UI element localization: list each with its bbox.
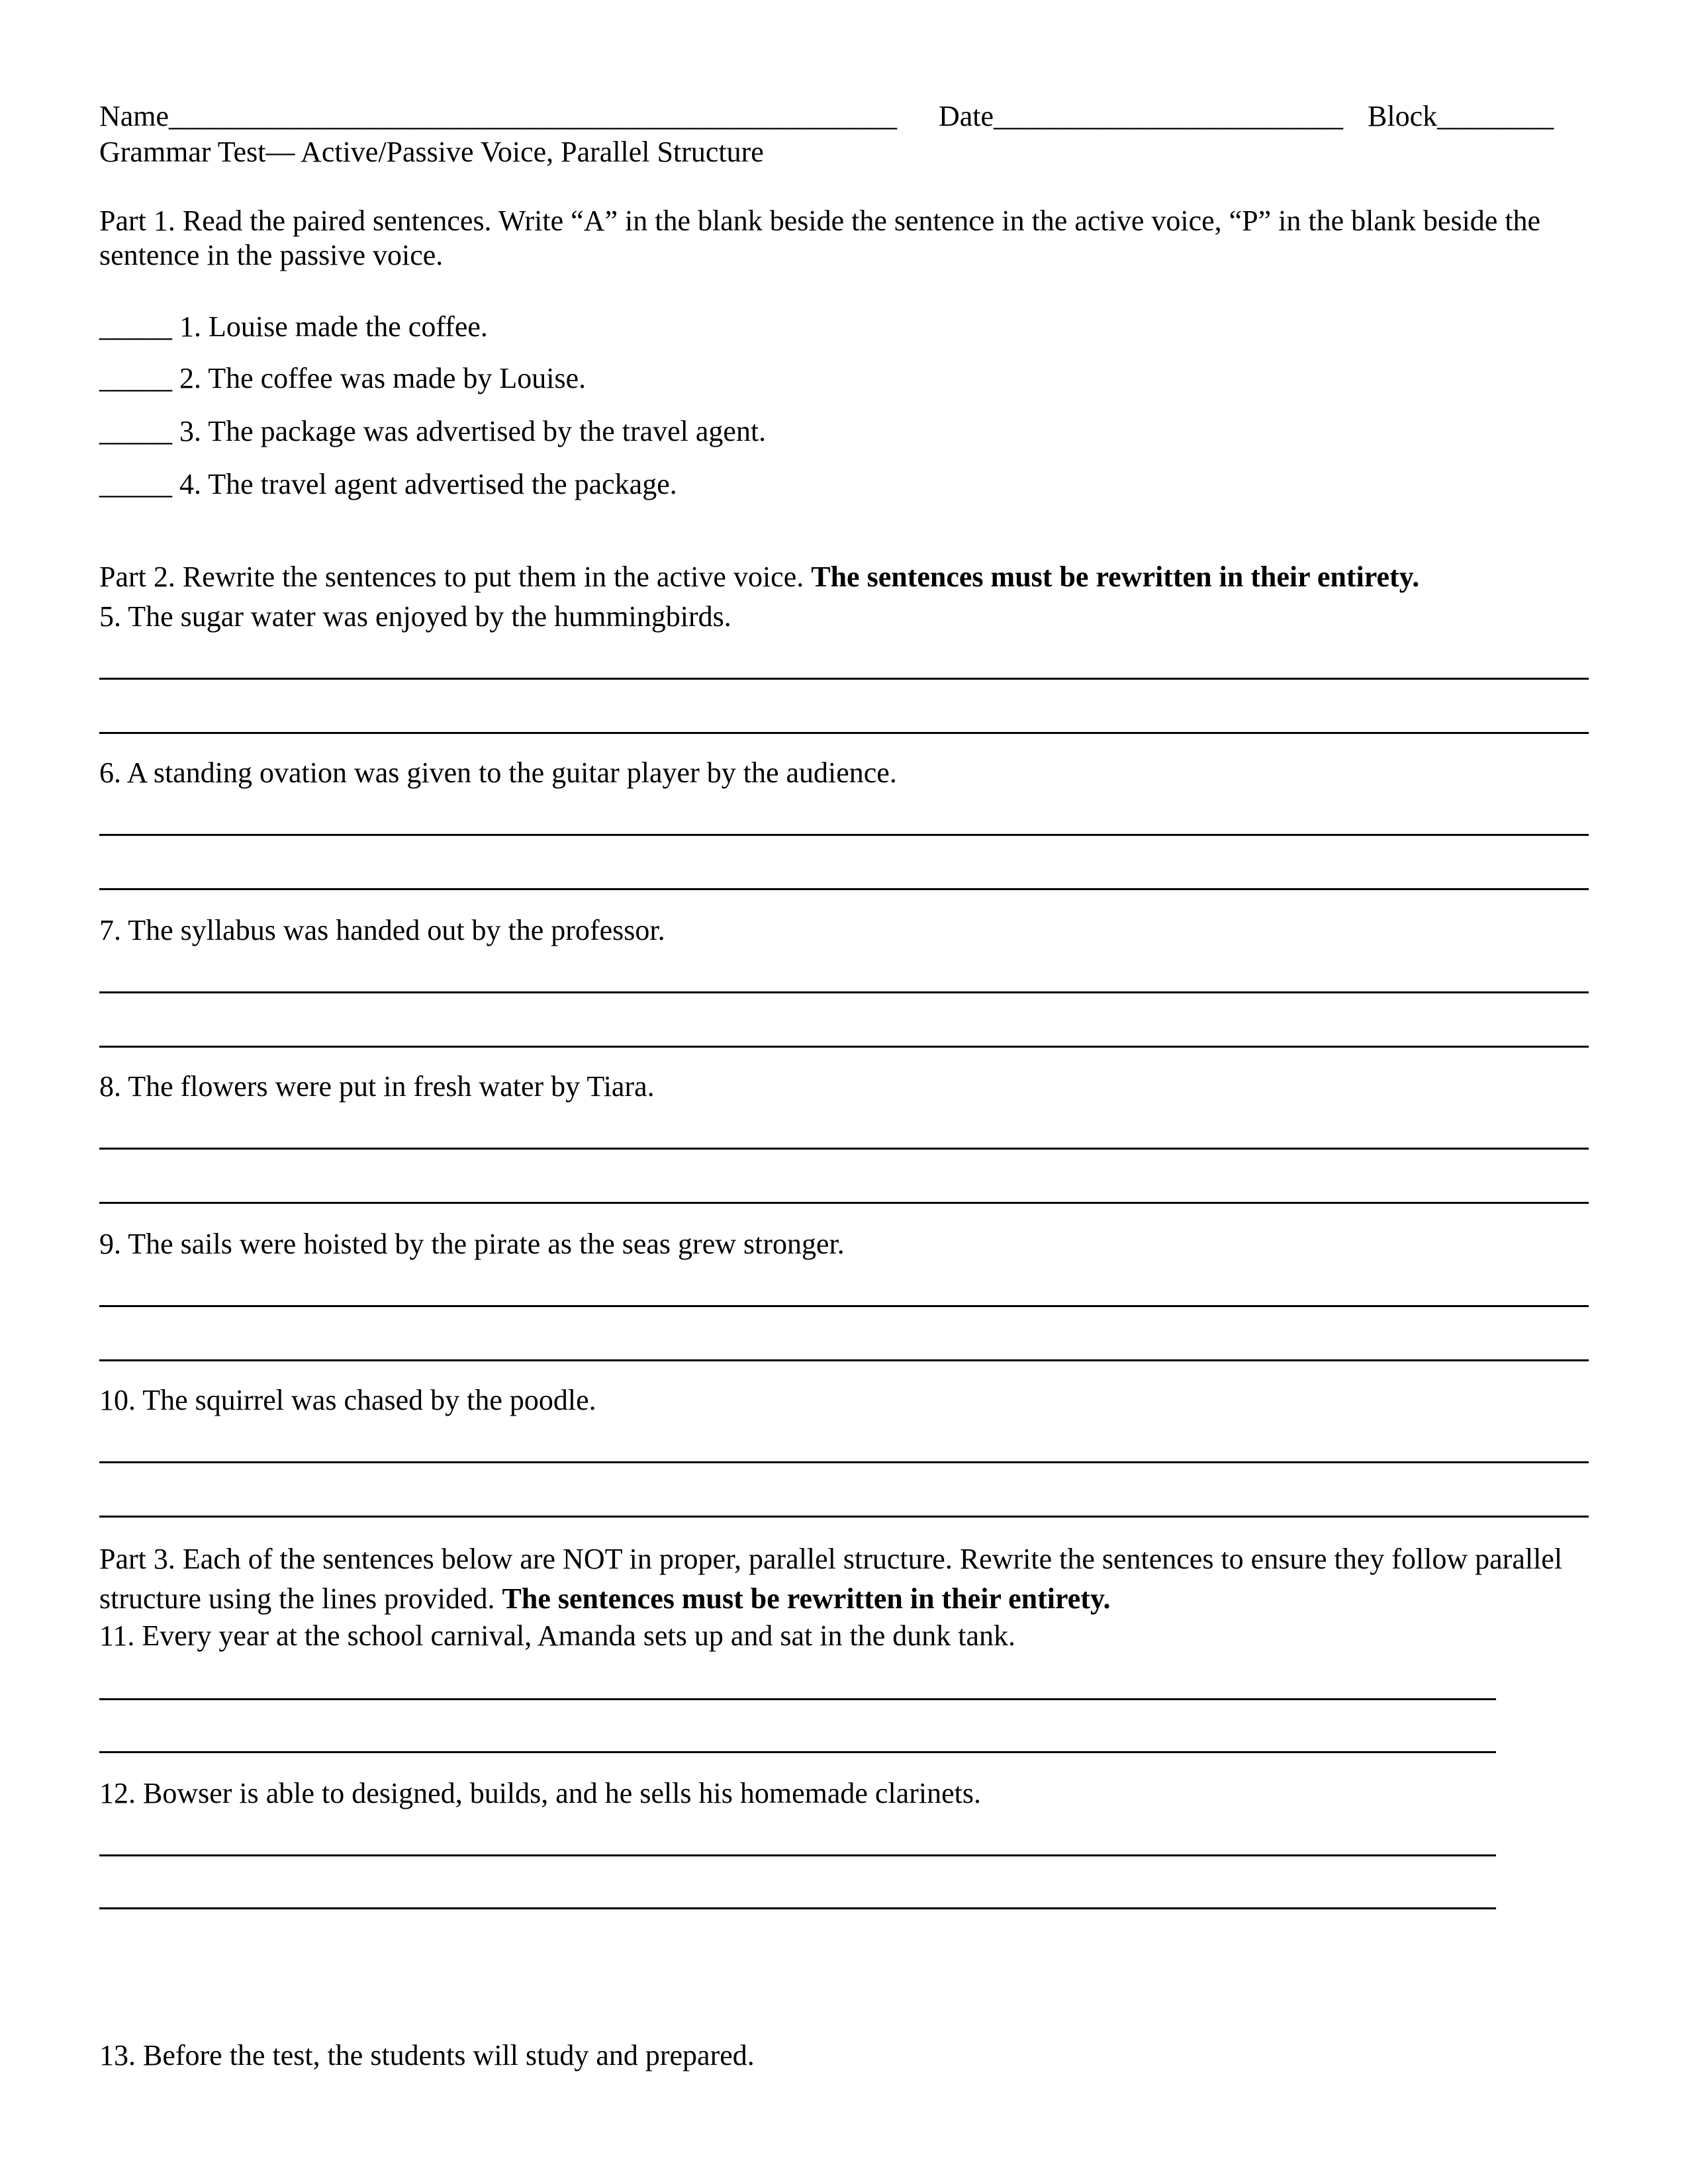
part2-instructions-text: Part 2. Rewrite the sentences to put them in the active voice.	[99, 561, 804, 593]
answer-line[interactable]	[99, 1907, 1496, 1909]
answer-line[interactable]	[99, 1854, 1496, 1856]
answer-line[interactable]	[99, 1751, 1496, 1753]
answer-line[interactable]	[99, 1461, 1589, 1463]
part2-item-5: 5. The sugar water was enjoyed by the hummingbirds.	[99, 600, 731, 633]
part3-bold-note: The sentences must be rewritten in their entirety.	[502, 1582, 1111, 1615]
part1-instructions: Part 1. Read the paired sentences. Write “A” in the blank beside the sentence in the active voice, “P” in the blank beside the sentence in the passive voice.	[99, 205, 1541, 271]
answer-line[interactable]	[99, 1698, 1496, 1700]
name-field[interactable]: Name__________________________________________________	[99, 100, 898, 132]
block-field[interactable]: Block________	[1368, 100, 1554, 132]
answer-line[interactable]	[99, 888, 1589, 890]
answer-line[interactable]	[99, 1202, 1589, 1204]
part1-item-2[interactable]: _____ 2. The coffee was made by Louise.	[99, 362, 586, 394]
part2-item-7: 7. The syllabus was handed out by the professor.	[99, 914, 665, 946]
answer-line[interactable]	[99, 1305, 1589, 1307]
answer-line[interactable]	[99, 1148, 1589, 1150]
test-title: Grammar Test— Active/Passive Voice, Parallel Structure	[99, 136, 764, 168]
part1-item-3[interactable]: _____ 3. The package was advertised by the travel agent.	[99, 415, 767, 447]
part1-item-1[interactable]: _____ 1. Louise made the coffee.	[99, 310, 488, 343]
part2-item-10: 10. The squirrel was chased by the poodle.	[99, 1384, 596, 1416]
part3-instructions	[99, 1539, 1589, 1619]
part3-item-13: 13. Before the test, the students will study and prepared.	[99, 2039, 755, 2071]
date-field[interactable]: Date________________________	[939, 100, 1344, 132]
part2-item-8: 8. The flowers were put in fresh water by Tiara.	[99, 1070, 655, 1103]
part3-item-12: 12. Bowser is able to designed, builds, and he sells his homemade clarinets.	[99, 1777, 981, 1809]
part2-instructions	[99, 560, 1419, 594]
part2-item-9: 9. The sails were hoisted by the pirate as the seas grew stronger.	[99, 1228, 845, 1260]
part1-item-4[interactable]: _____ 4. The travel agent advertised the package.	[99, 468, 677, 500]
answer-line[interactable]	[99, 732, 1589, 734]
part2-bold-note: The sentences must be rewritten in their entirety.	[811, 561, 1420, 593]
answer-line[interactable]	[99, 1516, 1589, 1518]
answer-line[interactable]	[99, 834, 1589, 836]
answer-line[interactable]	[99, 1359, 1589, 1361]
part2-item-6: 6. A standing ovation was given to the guitar player by the audience.	[99, 756, 897, 789]
answer-line[interactable]	[99, 991, 1589, 993]
answer-line[interactable]	[99, 1046, 1589, 1048]
answer-line[interactable]	[99, 678, 1589, 680]
part3-item-11: 11. Every year at the school carnival, Amanda sets up and sat in the dunk tank.	[99, 1619, 1015, 1652]
part3-instructions-text: Part 3. Each of the sentences below are NOT in proper, parallel structure. Rewrite the sentences to ensure they follow parallel structure using the lines provided.	[99, 1543, 1563, 1615]
